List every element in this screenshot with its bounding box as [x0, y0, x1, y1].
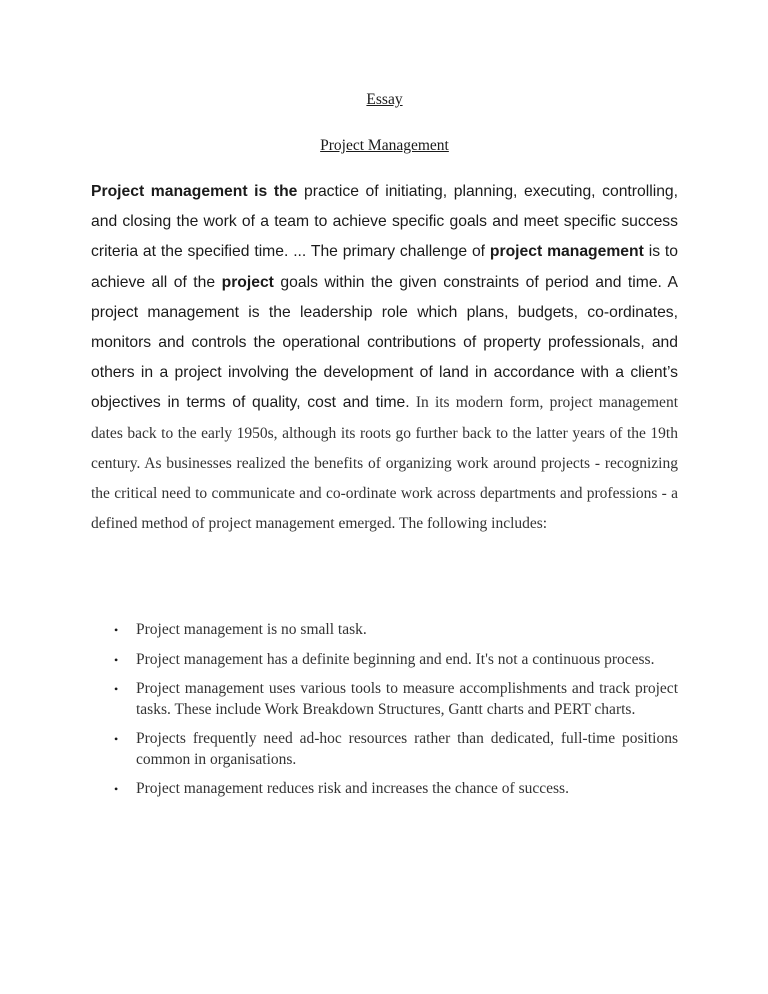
bullet-text: Projects frequently need ad-hoc resources rather than dedicated, full-time positions common in organisations. [136, 730, 678, 768]
bullet-item [91, 650, 678, 671]
document-title: Essay [366, 91, 403, 108]
paragraph-run-serif-7: In its modern form, project management dates back to the early 1950s, although its roots go further back to the latter years of the 19th century. As businesses realized the benefits of organizing work around projects - recognizing the critical need to communicate and co-ordinate work across departments and professions - a defined method of project management emerged. The following includes: [91, 394, 678, 533]
paragraph-run-bold-3: project management [489, 243, 644, 261]
bullet-text: Project management uses various tools to measure accomplishments and track project tasks. These include Work Breakdown Structures, Gantt charts and PERT charts. [136, 680, 678, 718]
bullet-text: Project management reduces risk and increases the chance of success. [136, 780, 569, 797]
bullet-list [91, 620, 678, 809]
bullet-item [91, 679, 678, 720]
paragraph-run-2: practice of initiating, planning, executing, controlling, and closing the work of a team to achieve specific goals and meet specific success criteria at the specified time. ... The primary challenge of [91, 183, 679, 261]
bullet-text: Project management is no small task. [136, 621, 367, 638]
bullet-item [91, 729, 678, 770]
body-paragraph [91, 177, 678, 539]
paragraph-run-bold-5: project [221, 273, 274, 291]
bullet-item [91, 779, 678, 800]
bullet-icon: • [114, 732, 119, 746]
document-subtitle: Project Management [320, 137, 449, 154]
bullet-item [91, 620, 678, 641]
bullet-icon: • [114, 682, 119, 696]
paragraph-run-bold-1: Project management is the [91, 183, 298, 200]
bullet-text: Project management has a definite beginning and end. It's not a continuous process. [136, 650, 655, 668]
bullet-icon: • [114, 652, 119, 667]
bullet-icon: • [114, 623, 119, 637]
paragraph-run-4: is to achieve all of the [91, 243, 678, 291]
bullet-icon: • [114, 782, 119, 796]
paragraph-run-6: goals within the given constraints of period and time. A project management is the leadership role which plans, budgets, co-ordinates, monitors and controls the operational contributions of property professionals, and others in a project involving the development of land in accordance with a client’s objectives in terms of quality, cost and time. [91, 273, 679, 412]
